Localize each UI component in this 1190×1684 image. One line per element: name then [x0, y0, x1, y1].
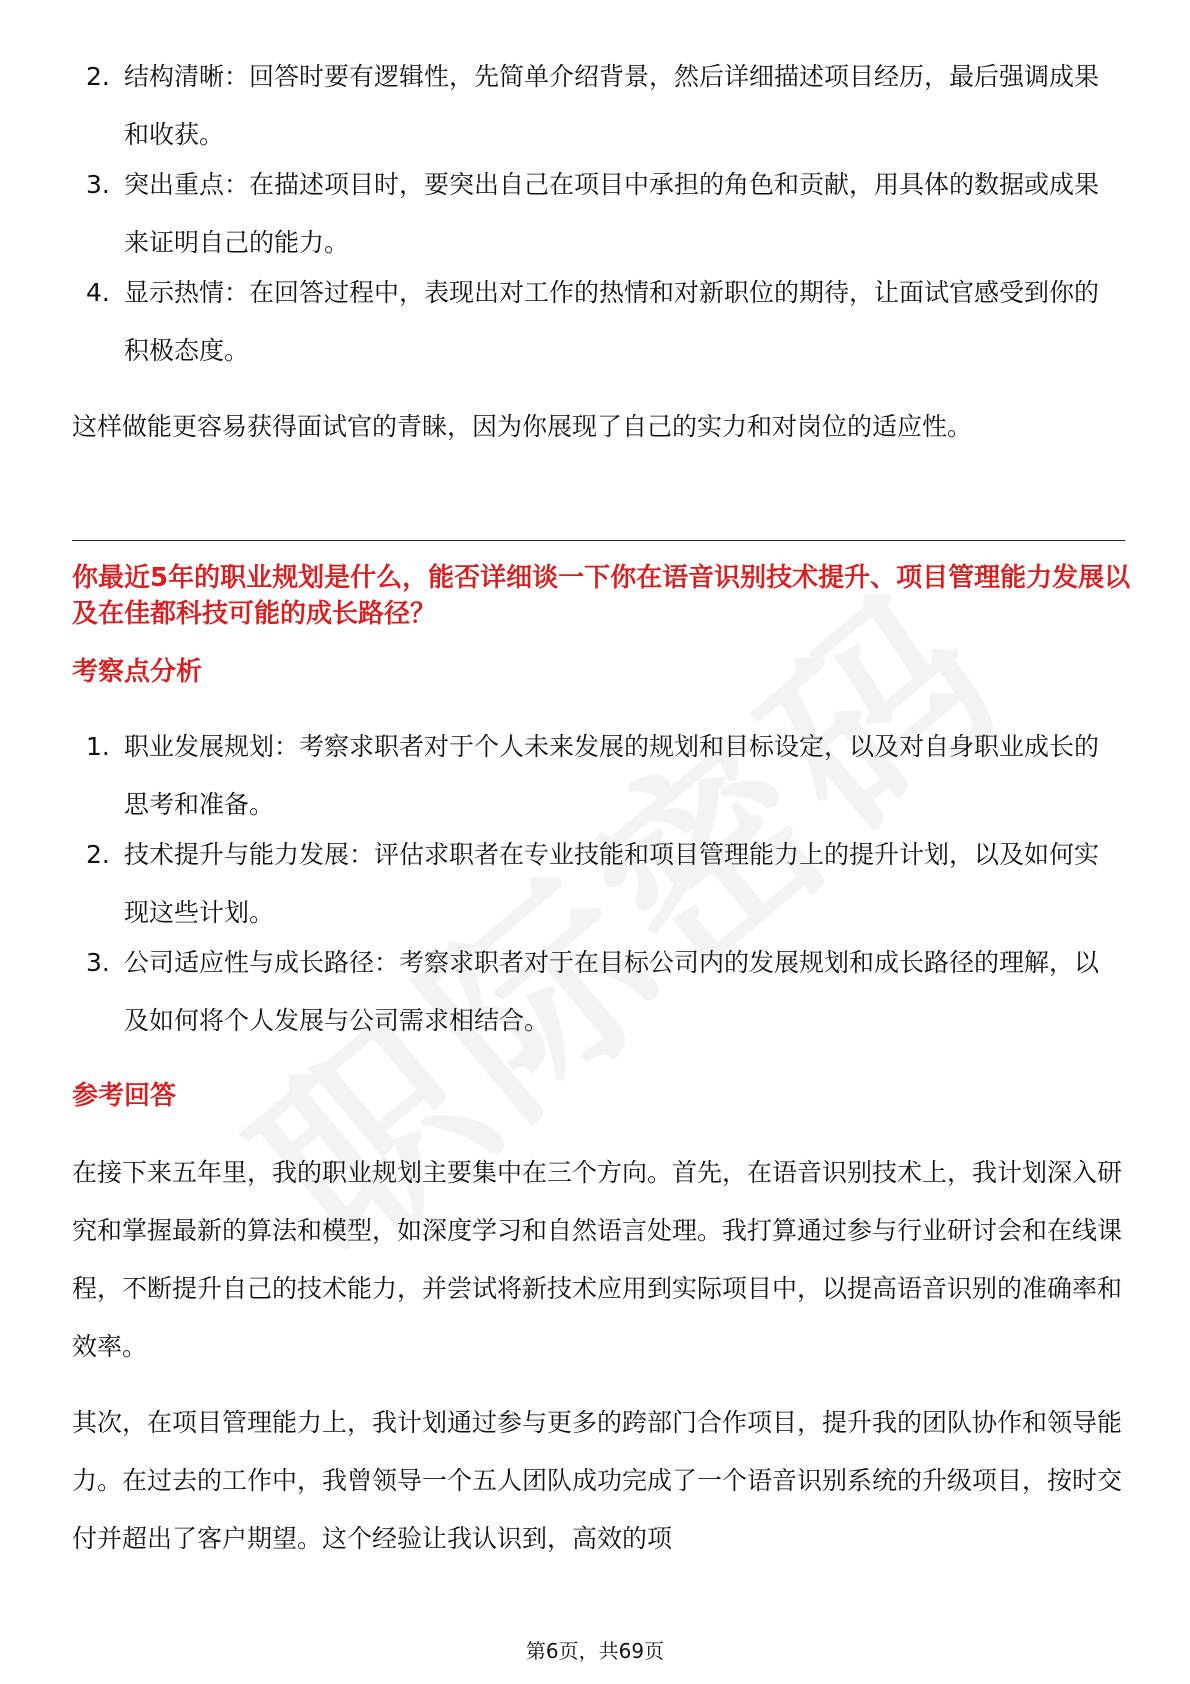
conclusion-paragraph: 这样做能更容易获得面试官的青睐，因为你展现了自己的实力和对岗位的适应性。: [72, 412, 973, 441]
list-item: [72, 156, 1122, 272]
list-number: 2.: [86, 840, 110, 869]
list-number: 2.: [86, 62, 110, 91]
list-text: 显示热情：在回答过程中，表现出对工作的热情和对新职位的期待，让面试官感受到你的积极态度。: [124, 278, 1100, 365]
section-divider: [72, 540, 1125, 541]
list-item: [72, 48, 1122, 164]
list-item: [72, 718, 1122, 834]
interview-question: 你最近5年的职业规划是什么，能否详细谈一下你在语音识别技术提升、项目管理能力发展以及在佳都科技可能的成长路径？: [72, 563, 1131, 629]
analysis-heading: 考察点分析: [72, 657, 203, 687]
list-number: 4.: [86, 278, 110, 307]
list-item: [72, 826, 1122, 942]
answer-paragraph: 其次，在项目管理能力上，我计划通过参与更多的跨部门合作项目，提升我的团队协作和领导能力。在过去的工作中，我曾领导一个五人团队成功完成了一个语音识别系统的升级项目，按时交付并超出了客户期望。这个经验让我认识到，高效的项: [72, 1408, 1123, 1553]
answer-paragraph: 在接下来五年里，我的职业规划主要集中在三个方向。首先，在语音识别技术上，我计划深入研究和掌握最新的算法和模型，如深度学习和自然语言处理。我打算通过参与行业研讨会和在线课程，不断提升自己的技术能力，并尝试将新技术应用到实际项目中，以提高语音识别的准确率和效率。: [72, 1158, 1123, 1361]
list-number: 1.: [86, 732, 110, 761]
list-item: [72, 264, 1122, 380]
list-number: 3.: [86, 948, 110, 977]
list-text: 技术提升与能力发展：评估求职者在专业技能和项目管理能力上的提升计划，以及如何实现这些计划。: [124, 840, 1100, 927]
list-text: 公司适应性与成长路径：考察求职者对于在目标公司内的发展规划和成长路径的理解，以及如何将个人发展与公司需求相结合。: [124, 948, 1100, 1035]
list-text: 结构清晰：回答时要有逻辑性，先简单介绍背景，然后详细描述项目经历，最后强调成果和收获。: [124, 62, 1100, 149]
list-text: 职业发展规划：考察求职者对于个人未来发展的规划和目标设定，以及对自身职业成长的思考和准备。: [124, 732, 1100, 819]
page-footer: 第6页，共69页: [525, 1639, 665, 1663]
list-number: 3.: [86, 170, 110, 199]
list-item: [72, 934, 1122, 1050]
list-text: 突出重点：在描述项目时，要突出自己在项目中承担的角色和贡献，用具体的数据或成果来证明自己的能力。: [124, 170, 1100, 257]
answer-heading: 参考回答: [72, 1081, 177, 1111]
